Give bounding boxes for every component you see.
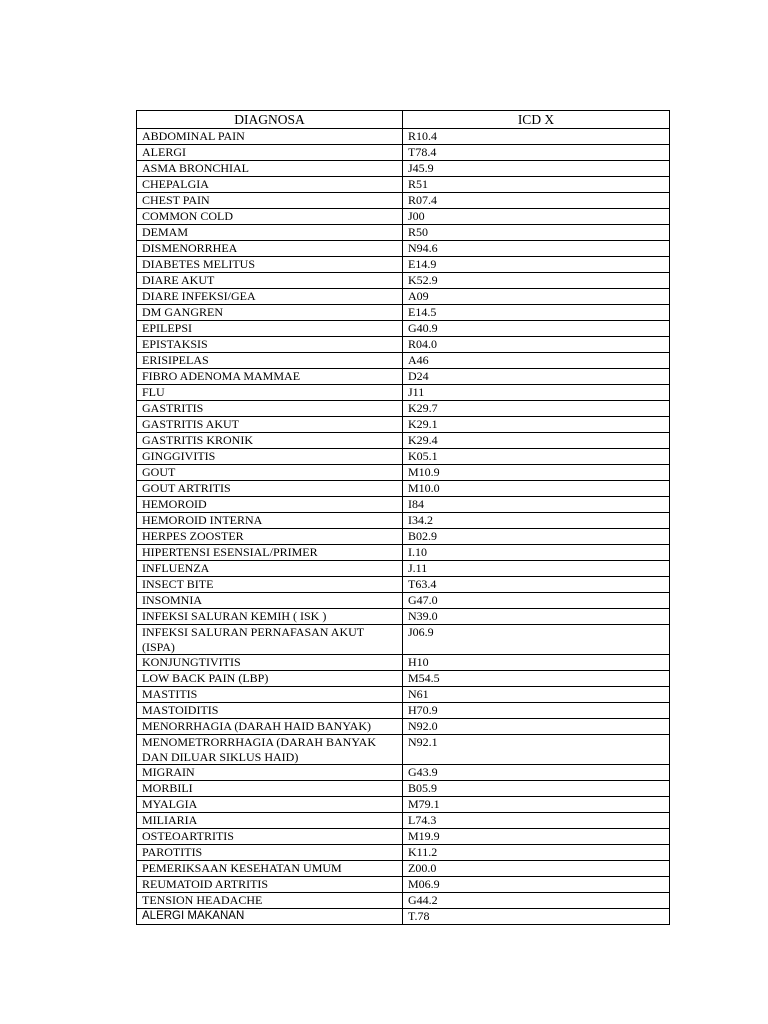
table-row	[137, 209, 670, 225]
diagnosis-cell: GINGGIVITIS	[137, 449, 403, 465]
icd-code-cell: N39.0	[403, 609, 670, 625]
table-row	[137, 655, 670, 671]
diagnosis-cell: INFEKSI SALURAN PERNAFASAN AKUT (ISPA)	[137, 625, 403, 655]
icd-code-cell: K05.1	[403, 449, 670, 465]
diagnosis-cell: ABDOMINAL PAIN	[137, 129, 403, 145]
table-row	[137, 369, 670, 385]
table-row	[137, 593, 670, 609]
table-row	[137, 337, 670, 353]
table-row	[137, 225, 670, 241]
diagnosis-cell: MYALGIA	[137, 797, 403, 813]
table-row	[137, 449, 670, 465]
table-row	[137, 735, 670, 765]
table-row	[137, 401, 670, 417]
diagnosis-cell: INFEKSI SALURAN KEMIH ( ISK )	[137, 609, 403, 625]
table-row	[137, 877, 670, 893]
diagnosis-cell: EPISTAKSIS	[137, 337, 403, 353]
diagnosis-cell: ERISIPELAS	[137, 353, 403, 369]
table-row	[137, 273, 670, 289]
icd-code-cell: J06.9	[403, 625, 670, 655]
diagnosis-cell: DISMENORRHEA	[137, 241, 403, 257]
diagnosis-cell: DEMAM	[137, 225, 403, 241]
icd-code-cell: D24	[403, 369, 670, 385]
icd-code-cell: M79.1	[403, 797, 670, 813]
table-row	[137, 719, 670, 735]
icd-code-cell: Z00.0	[403, 861, 670, 877]
table-row	[137, 385, 670, 401]
table-row	[137, 305, 670, 321]
table-row	[137, 289, 670, 305]
icd-code-cell: H70.9	[403, 703, 670, 719]
table-row	[137, 861, 670, 877]
table-row	[137, 257, 670, 273]
diagnosis-cell: INSOMNIA	[137, 593, 403, 609]
icd-code-cell: N61	[403, 687, 670, 703]
diagnosis-cell: CHEST PAIN	[137, 193, 403, 209]
diagnosis-cell: REUMATOID ARTRITIS	[137, 877, 403, 893]
table-row	[137, 513, 670, 529]
table-row	[137, 433, 670, 449]
icd-code-cell: I34.2	[403, 513, 670, 529]
icd-code-cell: J.11	[403, 561, 670, 577]
icd-code-cell: K29.7	[403, 401, 670, 417]
table-row	[137, 609, 670, 625]
table-row	[137, 561, 670, 577]
table-row	[137, 353, 670, 369]
icd-code-cell: T.78	[403, 909, 670, 925]
table-row	[137, 893, 670, 909]
icd-code-cell: M54.5	[403, 671, 670, 687]
diagnosis-cell: GOUT ARTRITIS	[137, 481, 403, 497]
diagnosis-cell: FIBRO ADENOMA MAMMAE	[137, 369, 403, 385]
diagnosis-cell: LOW BACK PAIN (LBP)	[137, 671, 403, 687]
diagnosis-cell: DIARE INFEKSI/GEA	[137, 289, 403, 305]
column-header-icd: ICD X	[403, 111, 670, 129]
table-row	[137, 813, 670, 829]
table-row	[137, 417, 670, 433]
icd-code-cell: K29.1	[403, 417, 670, 433]
diagnosis-cell: MASTITIS	[137, 687, 403, 703]
diagnosis-cell: ALERGI	[137, 145, 403, 161]
table-row	[137, 625, 670, 655]
icd-code-cell: N94.6	[403, 241, 670, 257]
icd-code-cell: G44.2	[403, 893, 670, 909]
diagnosis-cell: INFLUENZA	[137, 561, 403, 577]
diagnosis-cell: PAROTITIS	[137, 845, 403, 861]
icd-code-cell: I.10	[403, 545, 670, 561]
table-row	[137, 909, 670, 925]
icd-code-cell: A09	[403, 289, 670, 305]
icd-code-cell: K11.2	[403, 845, 670, 861]
table-row	[137, 797, 670, 813]
icd-code-cell: N92.1	[403, 735, 670, 765]
table-row	[137, 781, 670, 797]
diagnosis-cell: INSECT BITE	[137, 577, 403, 593]
diagnosis-cell: GASTRITIS	[137, 401, 403, 417]
table-row	[137, 829, 670, 845]
icd-code-cell: I84	[403, 497, 670, 513]
table-row	[137, 497, 670, 513]
icd-code-cell: R07.4	[403, 193, 670, 209]
diagnosis-cell: DIABETES MELITUS	[137, 257, 403, 273]
diagnosis-cell: HERPES ZOOSTER	[137, 529, 403, 545]
diagnosis-cell: FLU	[137, 385, 403, 401]
table-row	[137, 481, 670, 497]
diagnosis-cell: PEMERIKSAAN KESEHATAN UMUM	[137, 861, 403, 877]
diagnosis-cell: MASTOIDITIS	[137, 703, 403, 719]
diagnosis-cell: GASTRITIS KRONIK	[137, 433, 403, 449]
diagnosis-cell: OSTEOARTRITIS	[137, 829, 403, 845]
icd-code-cell: A46	[403, 353, 670, 369]
table-row	[137, 129, 670, 145]
table-header-row	[137, 111, 670, 129]
diagnosis-cell: ASMA BRONCHIAL	[137, 161, 403, 177]
icd-code-cell: J45.9	[403, 161, 670, 177]
table-row	[137, 193, 670, 209]
diagnosis-cell: MENORRHAGIA (DARAH HAID BANYAK)	[137, 719, 403, 735]
icd-code-cell: R50	[403, 225, 670, 241]
table-row	[137, 145, 670, 161]
table-row	[137, 687, 670, 703]
table-row	[137, 671, 670, 687]
icd-code-cell: H10	[403, 655, 670, 671]
icd-code-cell: J00	[403, 209, 670, 225]
diagnosis-cell: CHEPALGIA	[137, 177, 403, 193]
table-row	[137, 161, 670, 177]
table-row	[137, 703, 670, 719]
icd-code-cell: L74.3	[403, 813, 670, 829]
table-row	[137, 321, 670, 337]
icd-code-cell: B05.9	[403, 781, 670, 797]
diagnosis-cell: DM GANGREN	[137, 305, 403, 321]
icd-code-cell: K52.9	[403, 273, 670, 289]
icd-code-cell: M10.0	[403, 481, 670, 497]
diagnosis-cell: HEMOROID	[137, 497, 403, 513]
icd-code-cell: G43.9	[403, 765, 670, 781]
table-row	[137, 465, 670, 481]
icd-code-cell: T63.4	[403, 577, 670, 593]
diagnosis-cell: GOUT	[137, 465, 403, 481]
diagnosis-cell: HEMOROID INTERNA	[137, 513, 403, 529]
diagnosis-cell: EPILEPSI	[137, 321, 403, 337]
icd-code-cell: R10.4	[403, 129, 670, 145]
icd-code-cell: R51	[403, 177, 670, 193]
icd-code-cell: T78.4	[403, 145, 670, 161]
diagnosis-cell: HIPERTENSI ESENSIAL/PRIMER	[137, 545, 403, 561]
diagnosis-cell: MILIARIA	[137, 813, 403, 829]
table-row	[137, 765, 670, 781]
table-row	[137, 529, 670, 545]
diagnosis-cell: ALERGI MAKANAN	[137, 909, 403, 925]
icd-code-cell: B02.9	[403, 529, 670, 545]
icd-code-cell: E14.9	[403, 257, 670, 273]
table-row	[137, 545, 670, 561]
diagnosis-cell: MENOMETRORRHAGIA (DARAH BANYAK DAN DILUAR SIKLUS HAID)	[137, 735, 403, 765]
diagnosis-cell: KONJUNGTIVITIS	[137, 655, 403, 671]
icd-code-cell: E14.5	[403, 305, 670, 321]
icd-code-cell: J11	[403, 385, 670, 401]
icd-code-cell: M10.9	[403, 465, 670, 481]
diagnosis-cell: MORBILI	[137, 781, 403, 797]
diagnosis-cell: MIGRAIN	[137, 765, 403, 781]
icd-code-cell: G47.0	[403, 593, 670, 609]
table-row	[137, 577, 670, 593]
table-row	[137, 241, 670, 257]
diagnosis-cell: TENSION HEADACHE	[137, 893, 403, 909]
diagnosis-cell: GASTRITIS AKUT	[137, 417, 403, 433]
table-row	[137, 177, 670, 193]
diagnosis-cell: DIARE AKUT	[137, 273, 403, 289]
icd-code-cell: N92.0	[403, 719, 670, 735]
icd-code-cell: M06.9	[403, 877, 670, 893]
table-row	[137, 845, 670, 861]
diagnosis-icd-table	[136, 110, 670, 925]
icd-code-cell: M19.9	[403, 829, 670, 845]
icd-code-cell: R04.0	[403, 337, 670, 353]
icd-code-cell: K29.4	[403, 433, 670, 449]
icd-code-cell: G40.9	[403, 321, 670, 337]
diagnosis-cell: COMMON COLD	[137, 209, 403, 225]
column-header-diagnosa: DIAGNOSA	[137, 111, 403, 129]
table-body	[137, 129, 670, 925]
